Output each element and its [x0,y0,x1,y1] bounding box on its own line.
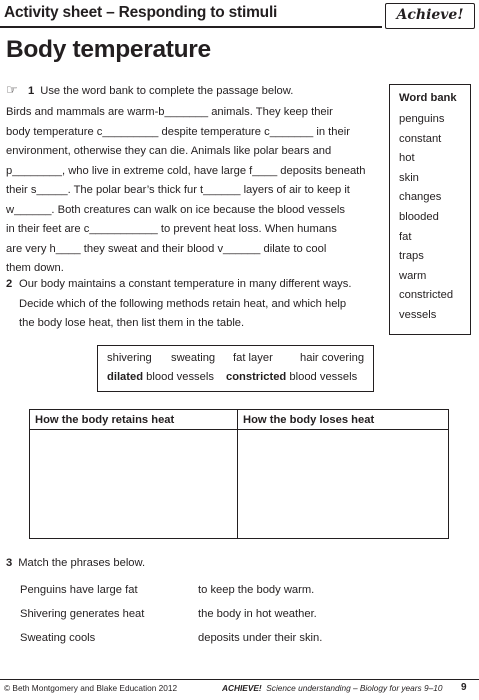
table-cell-retains[interactable] [30,430,238,538]
match-left: Sweating cools [20,632,96,644]
method-fat-layer: fat layer [233,352,273,364]
word-bank-word: hot [399,152,415,165]
method-shivering: shivering [107,352,152,364]
methods-row [107,368,373,387]
instruction-text: Match the phrases below. [18,557,146,569]
methods-box [97,345,374,392]
footer-rule [0,679,479,680]
question-2-line: the body lose heat, then list them in the table. [19,317,245,329]
page-title: Body temperature [6,36,211,63]
table-header-loses: How the body loses heat [238,410,448,430]
passage-line: are very h____ they sweat and their blood v______ dilate to cool [6,242,327,255]
passage-line: their s_____. The polar bear’s thick fur t______ layers of air to keep it [6,184,350,196]
footer-copyright: © Beth Montgomery and Blake Education 2012 [4,683,178,693]
question-number: 1 [28,85,35,97]
match-left: Shivering generates heat [20,608,145,620]
method-dilated-rest: blood vessels [143,371,214,383]
word-bank-heading: Word bank [399,92,457,104]
match-right: the body in hot weather. [198,608,317,620]
table-cell-loses[interactable] [238,430,448,538]
question-2 [6,275,351,334]
word-bank-word: constricted [399,289,454,302]
word-bank [389,84,471,335]
method-constricted: constricted [225,371,287,383]
passage-line: p________, who live in extreme cold, have large f____ deposits beneath [6,164,366,177]
question-2-line: Our body maintains a constant temperature in many different ways. [19,278,352,290]
question-number: 2 [6,278,13,290]
passage-line: them down. [6,262,64,274]
passage-line: Birds and mammals are warm-b_______ animals. They keep their [6,106,333,118]
cloze-passage [6,103,366,279]
instruction-text: Use the word bank to complete the passage below. [40,85,294,97]
footer-series-brand: ACHIEVE! [222,683,262,693]
question-3-instruction [6,554,145,574]
heat-table [29,409,449,539]
pointing-hand-icon: ☞ [6,82,18,97]
word-bank-word: changes [399,191,442,204]
footer-series [222,683,442,693]
table-header-retains: How the body retains heat [30,410,238,430]
achieve-badge: Achieve! [385,3,475,29]
match-right: to keep the body warm. [198,584,315,596]
method-constricted-rest: blood vessels [286,371,358,383]
page-number: 9 [461,682,467,693]
match-left: Penguins have large fat [20,584,138,596]
question-number: 3 [6,557,13,569]
method-dilated: dilated [107,371,144,383]
header-rule [0,26,382,28]
word-bank-word: traps [399,250,424,263]
word-bank-word: skin [399,171,419,184]
passage-line: body temperature c_________ despite temperature c_______ in their [6,125,350,138]
footer-series-text: Science understanding – Biology for years 9–10 [261,683,443,693]
method-sweating: sweating [171,352,216,364]
word-bank-word: vessels [399,308,437,321]
passage-line: environment, otherwise they can die. Animals like polar bears and [6,145,332,157]
activity-sheet-title: Activity sheet – Responding to stimuli [4,4,278,21]
word-bank-word: penguins [399,113,445,125]
question-1-instruction [6,80,293,102]
methods-row [107,349,373,368]
word-bank-word: blooded [399,210,439,223]
word-bank-word: constant [399,132,442,145]
question-2-line: Decide which of the following methods retain heat, and which help [19,297,347,310]
passage-line: w______. Both creatures can walk on ice because the blood vessels [6,203,345,216]
match-right: deposits under their skin. [198,632,323,644]
word-bank-word: fat [399,230,412,243]
word-bank-word: warm [399,269,427,282]
passage-line: in their feet are c___________ to prevent heat loss. When humans [6,223,337,235]
activity-header [0,0,479,30]
method-hair-covering: hair covering [300,352,365,364]
